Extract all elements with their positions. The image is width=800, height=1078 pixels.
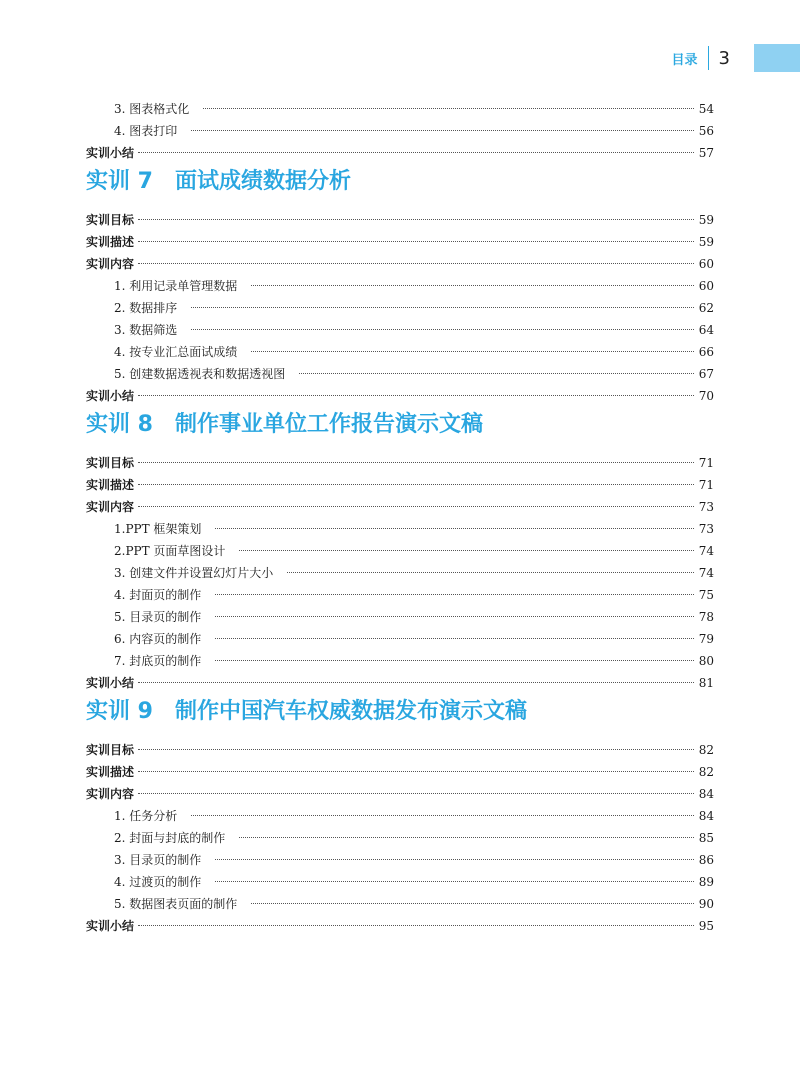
toc-entry-page: 59 [698, 235, 714, 249]
toc-entry[interactable] [86, 341, 714, 363]
toc-entry-page: 71 [698, 478, 714, 492]
toc-entry-page: 75 [698, 588, 714, 602]
dot-leader [138, 395, 694, 396]
toc-entry-page: 62 [698, 301, 714, 315]
toc-entry-title: 3. 数据筛选 [114, 323, 178, 337]
toc-entry-title: 实训描述 [86, 765, 135, 779]
header-divider [708, 46, 709, 70]
dot-leader [191, 329, 694, 330]
dot-leader [299, 373, 694, 374]
toc-section [86, 164, 714, 407]
toc-entry-title: 实训小结 [86, 146, 135, 160]
toc-entry-page: 73 [698, 522, 714, 536]
toc-entry-page: 56 [698, 124, 714, 138]
dot-leader [138, 152, 694, 153]
dot-leader [138, 749, 694, 750]
toc-entry[interactable] [86, 253, 714, 275]
toc-entry[interactable] [86, 120, 714, 142]
dot-leader [138, 462, 694, 463]
dot-leader [251, 903, 694, 904]
toc-entry-page: 84 [698, 809, 714, 823]
dot-leader [191, 815, 694, 816]
toc-entry[interactable] [86, 739, 714, 761]
toc-entry-page: 70 [698, 389, 714, 403]
toc-entry[interactable] [86, 805, 714, 827]
toc-entry-page: 79 [698, 632, 714, 646]
section-heading[interactable] [86, 407, 714, 438]
toc-entry[interactable] [86, 628, 714, 650]
dot-leader [203, 108, 694, 109]
dot-leader [138, 793, 694, 794]
toc-entry[interactable] [86, 518, 714, 540]
toc-entry[interactable] [86, 540, 714, 562]
toc-entry-title: 1. 利用记录单管理数据 [114, 279, 238, 293]
toc-entry-title: 实训描述 [86, 478, 135, 492]
toc-entry-title: 3. 创建文件并设置幻灯片大小 [114, 566, 274, 580]
toc-entry[interactable] [86, 297, 714, 319]
toc-entry-title: 实训目标 [86, 456, 135, 470]
page-number: 3 [718, 47, 730, 69]
toc-entry[interactable] [86, 827, 714, 849]
dot-leader [138, 771, 694, 772]
toc-entry-title: 4. 按专业汇总面试成绩 [114, 345, 238, 359]
dot-leader [215, 594, 694, 595]
toc-entry-title: 4. 过渡页的制作 [114, 875, 202, 889]
dot-leader [239, 837, 694, 838]
toc-entry-title: 实训内容 [86, 500, 135, 514]
dot-leader [138, 484, 694, 485]
toc-entry-title: 6. 内容页的制作 [114, 632, 202, 646]
toc-entry[interactable] [86, 452, 714, 474]
header-label: 目录 [671, 52, 698, 68]
toc-entry[interactable] [86, 672, 714, 694]
toc-entry-title: 实训内容 [86, 787, 135, 801]
toc-sections [86, 164, 714, 937]
toc-entry-page: 74 [698, 566, 714, 580]
toc-entry-page: 64 [698, 323, 714, 337]
toc-entry-title: 实训目标 [86, 743, 135, 757]
toc-entry-title: 7. 封底页的制作 [114, 654, 202, 668]
toc-entry[interactable] [86, 584, 714, 606]
toc-entry-page: 71 [698, 456, 714, 470]
toc-entry-page: 84 [698, 787, 714, 801]
toc-entry[interactable] [86, 849, 714, 871]
toc-intro-entries [86, 98, 714, 164]
toc-entry[interactable] [86, 209, 714, 231]
toc-entry-title: 3. 图表格式化 [114, 102, 190, 116]
toc-entry[interactable] [86, 783, 714, 805]
dot-leader [215, 859, 694, 860]
section-heading[interactable] [86, 694, 714, 725]
toc-entry-page: 82 [698, 765, 714, 779]
toc-entry-title: 实训小结 [86, 389, 135, 403]
section-number: 实训 7 [86, 169, 153, 194]
dot-leader [215, 881, 694, 882]
toc-entry-title: 4. 图表打印 [114, 124, 178, 138]
toc-entry[interactable] [86, 606, 714, 628]
toc-entry-title: 5. 目录页的制作 [114, 610, 202, 624]
toc-entry-title: 5. 数据图表页面的制作 [114, 897, 238, 911]
dot-leader [191, 130, 694, 131]
section-title: 面试成绩数据分析 [174, 169, 351, 194]
toc-entry[interactable] [86, 915, 714, 937]
toc-entry[interactable] [86, 761, 714, 783]
toc-entry-page: 90 [698, 897, 714, 911]
toc-entry-title: 1.PPT 框架策划 [114, 522, 202, 536]
toc-entry-title: 3. 目录页的制作 [114, 853, 202, 867]
section-heading[interactable] [86, 164, 714, 195]
toc-entry-page: 66 [698, 345, 714, 359]
toc-entry-page: 81 [698, 676, 714, 690]
toc-entry-page: 59 [698, 213, 714, 227]
toc-entry[interactable] [86, 385, 714, 407]
toc-entry-page: 67 [698, 367, 714, 381]
toc-entry-page: 60 [698, 279, 714, 293]
dot-leader [138, 263, 694, 264]
toc-entry-page: 86 [698, 853, 714, 867]
toc-entry-page: 60 [698, 257, 714, 271]
dot-leader [138, 506, 694, 507]
toc-entry-title: 实训描述 [86, 235, 135, 249]
toc-entry-page: 73 [698, 500, 714, 514]
toc-entry-title: 2. 数据排序 [114, 301, 178, 315]
dot-leader [287, 572, 694, 573]
toc-entry-title: 实训目标 [86, 213, 135, 227]
toc-entry-title: 2. 封面与封底的制作 [114, 831, 226, 845]
dot-leader [138, 925, 694, 926]
section-number: 实训 8 [86, 412, 153, 437]
toc-entry[interactable] [86, 562, 714, 584]
toc-entry-title: 2.PPT 页面草图设计 [114, 544, 226, 558]
toc-entry[interactable] [86, 474, 714, 496]
dot-leader [215, 660, 694, 661]
dot-leader [251, 351, 694, 352]
toc-entry[interactable] [86, 363, 714, 385]
dot-leader [215, 638, 694, 639]
toc-entry-page: 85 [698, 831, 714, 845]
toc-entry-title: 实训小结 [86, 919, 135, 933]
toc-entry-title: 5. 创建数据透视表和数据透视图 [114, 367, 286, 381]
toc-section [86, 407, 714, 694]
toc-entry-title: 1. 任务分析 [114, 809, 178, 823]
toc-entry-title: 实训小结 [86, 676, 135, 690]
dot-leader [215, 528, 694, 529]
toc-entry-page: 57 [698, 146, 714, 160]
toc-entry[interactable] [86, 319, 714, 341]
toc-entry-title: 4. 封面页的制作 [114, 588, 202, 602]
toc-entry[interactable] [86, 893, 714, 915]
section-number: 实训 9 [86, 699, 153, 724]
toc-entry[interactable] [86, 496, 714, 518]
toc-entry[interactable] [86, 231, 714, 253]
toc-entry-page: 82 [698, 743, 714, 757]
section-title: 制作中国汽车权威数据发布演示文稿 [174, 699, 527, 724]
toc-entry[interactable] [86, 142, 714, 164]
toc-entry[interactable] [86, 275, 714, 297]
page-header [672, 44, 800, 72]
dot-leader [251, 285, 694, 286]
dot-leader [138, 682, 694, 683]
toc-entry-page: 78 [698, 610, 714, 624]
header-accent-bar [754, 44, 800, 72]
dot-leader [215, 616, 694, 617]
toc-entry-page: 54 [698, 102, 714, 116]
dot-leader [138, 241, 694, 242]
table-of-contents [86, 98, 714, 937]
toc-entry[interactable] [86, 98, 714, 120]
section-title: 制作事业单位工作报告演示文稿 [174, 412, 483, 437]
dot-leader [239, 550, 694, 551]
dot-leader [191, 307, 694, 308]
toc-entry-page: 80 [698, 654, 714, 668]
dot-leader [138, 219, 694, 220]
toc-entry[interactable] [86, 871, 714, 893]
toc-entry-page: 89 [698, 875, 714, 889]
toc-entry-page: 74 [698, 544, 714, 558]
toc-entry-title: 实训内容 [86, 257, 135, 271]
toc-entry-page: 95 [698, 919, 714, 933]
toc-section [86, 694, 714, 937]
toc-entry[interactable] [86, 650, 714, 672]
